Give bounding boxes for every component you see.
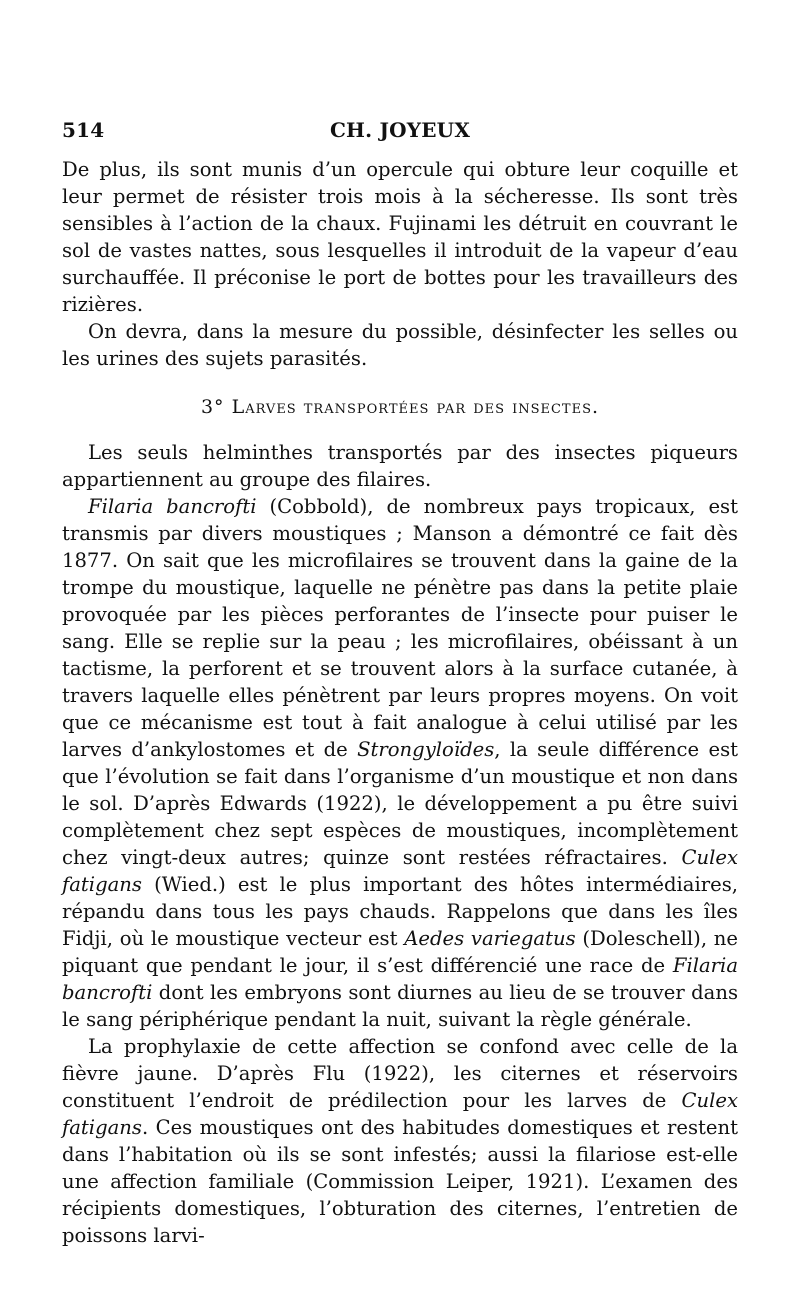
italic-term: Aedes variegatus [404,927,576,950]
text-run: (Cobbold), de nombreux pays tropicaux, est transmis par divers moustiques ; Manson a démontré ce fait dès 1877. On sait que les microfilaires se trouvent dans la gaine de la trompe du moustique, laquelle ne pénètre pas dans la petite plaie provoquée par les pièces perforantes de l’insecte pour puiser le sang. Elle se replie sur la peau ; les microfilaires, obéissant à un tactisme, la perforent et se trouvent alors à la surface cutanée, à travers laquelle elles pénètrent par leurs propres moyens. On voit que ce mécanisme est tout à fait analogue à celui utilisé par les larves d’ankylostomes et de [62,495,738,761]
text-run: dont les embryons sont diurnes au lieu de se trouver dans le sang périphérique pendant la nuit, suivant la règle générale. [62,981,738,1031]
italic-term: Culex fatigans [62,1089,738,1139]
text-run: (Doleschell), ne piquant que pendant le jour, il s’est différencié une race de [62,927,738,977]
text-block-after [62,439,738,1249]
running-head: CH. JOYEUX [329,118,471,142]
text-run: , la seule différence est que l’évolution se fait dans l’organisme d’un moustique et non dans le sol. D’après Edwards (1922), le développement a pu être suivi complètement chez sept espèces de moustiques, incomplètement chez vingt-deux autres; quinze sont restées réfractaires. [62,738,738,869]
paragraph-p2 [62,318,738,372]
italic-term: Strongyloïdes [357,738,495,761]
italic-term: Filaria bancrofti [88,495,257,518]
italic-term: Culex fatigans [62,846,738,896]
text-run: (Wied.) est le plus important des hôtes intermédiaires, répandu dans tous les pays chauds. Rappelons que dans les îles Fidji, où le moustique vecteur est [62,873,738,950]
text-run: On devra, dans la mesure du possible, désinfecter les selles ou les urines des sujets parasités. [62,320,738,370]
paragraph-p1 [62,156,738,318]
page-number: 514 [62,118,105,142]
text-run: . Ces moustiques ont des habitudes domestiques et restent dans l’habitation où ils se sont infestés; aussi la filariose est-elle une affection familiale (Commission Leiper, 1921). L’examen des récipients domestiques, l’obturation des citernes, l’entretien de poissons larvi- [62,1116,738,1247]
italic-term: Filaria bancrofti [62,954,738,1004]
paragraph-p4 [62,493,738,1033]
text-run: Les seuls helminthes transportés par des insectes piqueurs appartiennent au groupe des filaires. [62,441,738,491]
text-block-before [62,156,738,372]
text-run: De plus, ils sont munis d’un opercule qui obture leur coquille et leur permet de résister trois mois à la sécheresse. Ils sont très sensibles à l’action de la chaux. Fujinami les détruit en couvrant le sol de vastes nattes, sous lesquelles il introduit de la vapeur d’eau surchauffée. Il préconise le port de bottes pour les travailleurs des rizières. [62,158,738,316]
page-header [62,118,738,148]
section-heading: 3° Larves transportées par des insectes. [200,396,600,418]
paragraph-p5 [62,1033,738,1249]
paragraph-p3 [62,439,738,493]
text-run: La prophylaxie de cette affection se confond avec celle de la fièvre jaune. D’après Flu (1922), les citernes et réservoirs constituent l’endroit de prédilection pour les larves de [62,1035,738,1112]
book-page [62,118,738,1249]
